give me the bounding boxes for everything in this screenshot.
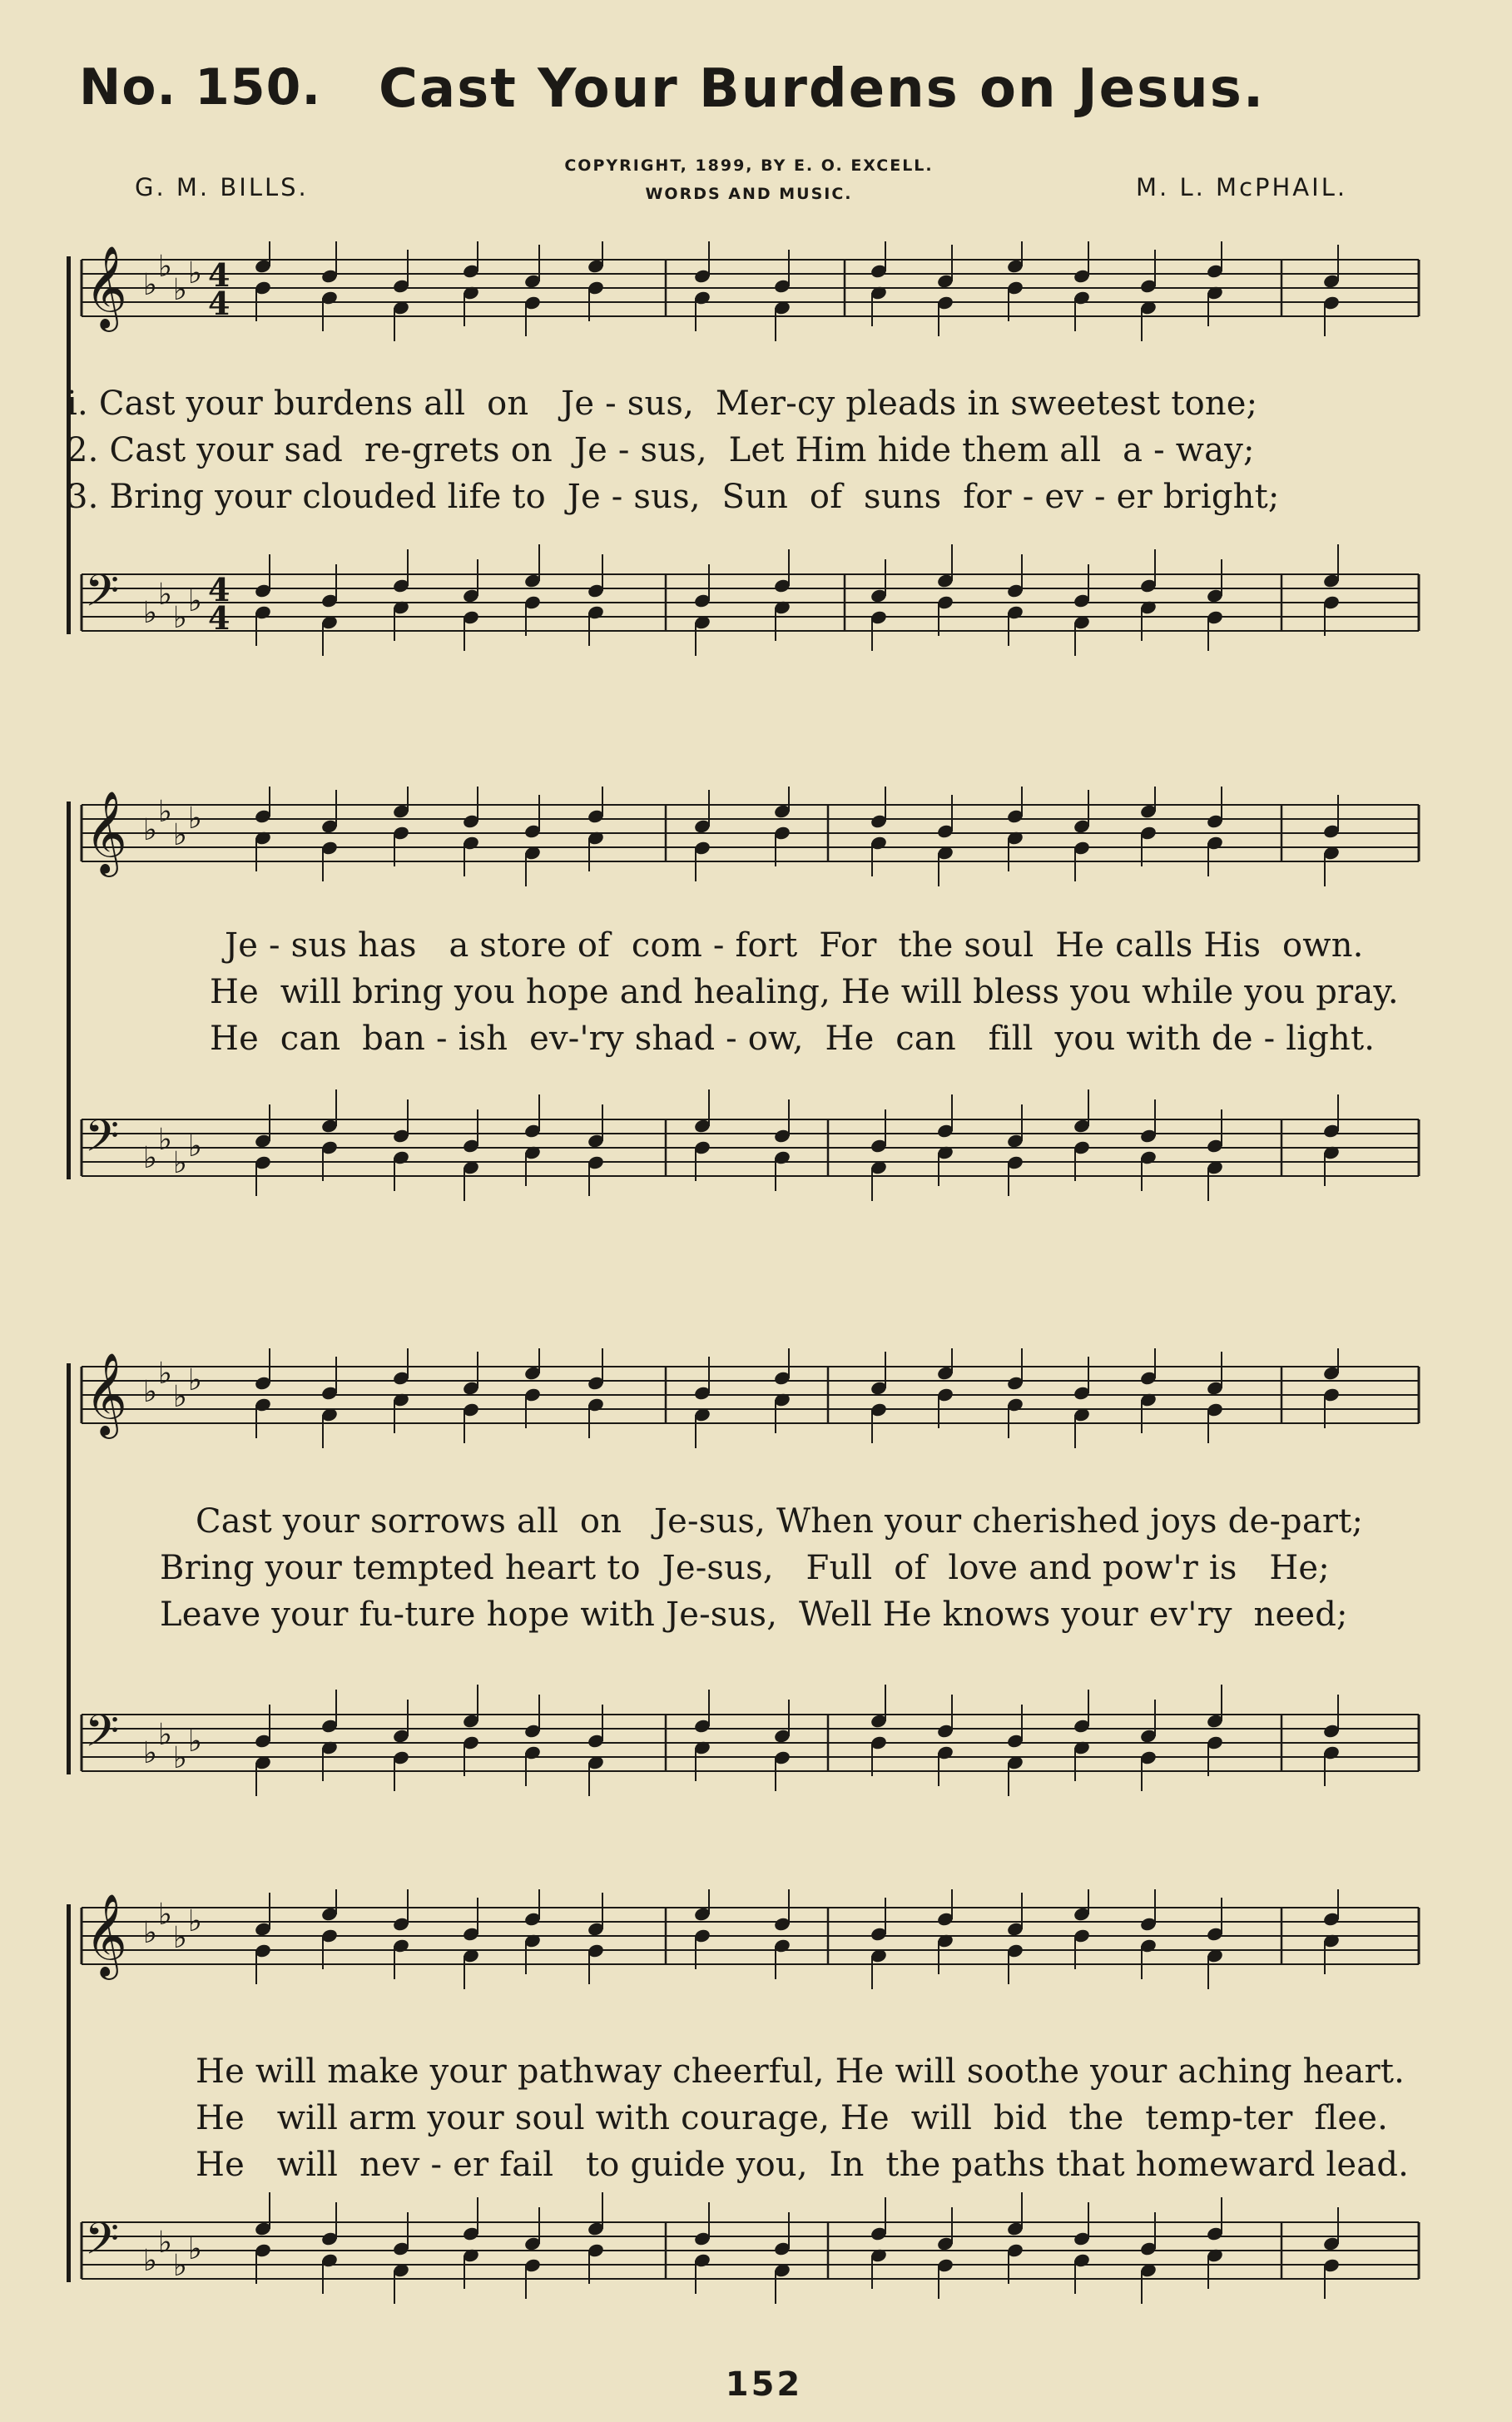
- flat-sign-icon: ♭: [158, 1357, 172, 1391]
- flat-sign-icon: ♭: [188, 256, 202, 290]
- lyric-line-verse-1: Cast your sorrows all on Je-sus, When your cherished joys de-part;: [196, 1502, 1364, 1541]
- music-system: [67, 1348, 1431, 1814]
- flat-sign-icon: ♭: [188, 2232, 202, 2266]
- flat-sign-icon: ♭: [188, 802, 202, 836]
- lyric-line-verse-2: He will arm your soul with courage, He will bid the temp-ter flee.: [196, 2099, 1389, 2137]
- note-group: [254, 787, 1341, 886]
- copyright-scope: WORDS AND MUSIC.: [645, 185, 853, 203]
- music-system: [67, 1889, 1431, 2339]
- flat-sign-icon: ♭: [158, 1898, 172, 1932]
- flat-sign-icon: ♭: [158, 250, 172, 284]
- bass-clef-icon: 𝄢: [85, 566, 120, 628]
- flat-sign-icon: ♭: [173, 2249, 187, 2283]
- composer-credit: M. L. McPHAIL.: [1136, 173, 1348, 201]
- note-group: [254, 544, 1341, 656]
- flat-sign-icon: ♭: [188, 1904, 202, 1938]
- treble-staff: [82, 791, 1419, 877]
- flat-sign-icon: ♭: [188, 584, 202, 618]
- flat-sign-icon: ♭: [173, 1921, 187, 1955]
- bass-staff: [82, 566, 1419, 637]
- time-signature-icon: 4: [208, 571, 231, 608]
- page-number: 152: [725, 2365, 803, 2404]
- flat-sign-icon: ♭: [143, 1916, 157, 1950]
- music-system: [67, 241, 1431, 674]
- music-system: [67, 787, 1431, 1219]
- note-group: [254, 2192, 1341, 2304]
- flat-sign-icon: ♭: [143, 2244, 157, 2278]
- lyricist-credit: G. M. BILLS.: [135, 173, 309, 201]
- lyric-line-verse-1: i. Cast your burdens all on Je - sus, Mer-cy pleads in sweetest tone;: [67, 385, 1258, 423]
- bass-clef-icon: 𝄢: [85, 1111, 120, 1173]
- lyric-line-verse-2: 2. Cast your sad re-grets on Je - sus, Let Him hide them all a - way;: [67, 431, 1255, 469]
- flat-sign-icon: ♭: [143, 268, 157, 302]
- treble-clef-icon: 𝄞: [85, 1893, 127, 1977]
- lyric-line-verse-1: He will make your pathway cheerful, He will soothe your aching heart.: [196, 2052, 1405, 2091]
- treble-clef-icon: 𝄞: [85, 246, 127, 329]
- flat-sign-icon: ♭: [158, 1123, 172, 1157]
- flat-sign-icon: ♭: [173, 1380, 187, 1414]
- treble-clef-icon: 𝄞: [85, 1352, 127, 1436]
- time-signature-icon: 4: [208, 285, 231, 322]
- bass-clef-icon: 𝄢: [85, 2214, 120, 2276]
- note-group: [254, 1685, 1341, 1796]
- flat-sign-icon: ♭: [173, 818, 187, 852]
- time-signature-icon: 4: [208, 256, 231, 294]
- time-signature-icon: 4: [208, 599, 231, 637]
- flat-sign-icon: ♭: [143, 1375, 157, 1409]
- hymn-title: Cast Your Burdens on Jesus.: [379, 58, 1266, 120]
- lyric-line-verse-3: 3. Bring your clouded life to Je - sus, Sun of suns for - ev - er bright;: [67, 478, 1280, 516]
- lyric-line-verse-2: Bring your tempted heart to Je-sus, Full of love and pow'r is He;: [160, 1549, 1330, 1587]
- lyric-line-verse-1: Je - sus has a store of com - fort For the soul He calls His own.: [225, 926, 1364, 965]
- note-group: [254, 1889, 1341, 1989]
- flat-sign-icon: ♭: [173, 273, 187, 307]
- lyric-line-verse-3: He can ban - ish ev-'ry shad - ow, He can fill you with de - light.: [210, 1020, 1376, 1058]
- lyric-line-verse-3: Leave your fu-ture hope with Je-sus, Well He knows your ev'ry need;: [160, 1596, 1348, 1634]
- flat-sign-icon: ♭: [143, 1141, 157, 1175]
- flat-sign-icon: ♭: [173, 1146, 187, 1180]
- flat-sign-icon: ♭: [158, 795, 172, 829]
- treble-staff: [82, 1352, 1419, 1439]
- lyric-line-verse-2: He will bring you hope and healing, He will bless you while you pray.: [210, 973, 1399, 1011]
- flat-sign-icon: ♭: [188, 1363, 202, 1397]
- copyright-notice: COPYRIGHT, 1899, BY E. O. EXCELL.: [564, 156, 934, 175]
- treble-clef-icon: 𝄞: [85, 791, 127, 874]
- flat-sign-icon: ♭: [158, 578, 172, 612]
- note-group: [254, 1089, 1341, 1201]
- hymn-number: No. 150.: [79, 58, 322, 117]
- flat-sign-icon: ♭: [158, 1718, 172, 1752]
- note-group: [254, 1348, 1341, 1448]
- hymn-heading: [79, 58, 1494, 133]
- note-group: [254, 241, 1341, 341]
- flat-sign-icon: ♭: [173, 601, 187, 635]
- flat-sign-icon: ♭: [143, 596, 157, 630]
- flat-sign-icon: ♭: [143, 1736, 157, 1770]
- flat-sign-icon: ♭: [188, 1129, 202, 1164]
- flat-sign-icon: ♭: [188, 1725, 202, 1759]
- bass-clef-icon: 𝄢: [85, 1706, 120, 1768]
- flat-sign-icon: ♭: [173, 1741, 187, 1775]
- lyric-line-verse-3: He will nev - er fail to guide you, In the paths that homeward lead.: [196, 2146, 1410, 2184]
- flat-sign-icon: ♭: [143, 813, 157, 847]
- bass-staff: [82, 2214, 1419, 2283]
- flat-sign-icon: ♭: [158, 2226, 172, 2260]
